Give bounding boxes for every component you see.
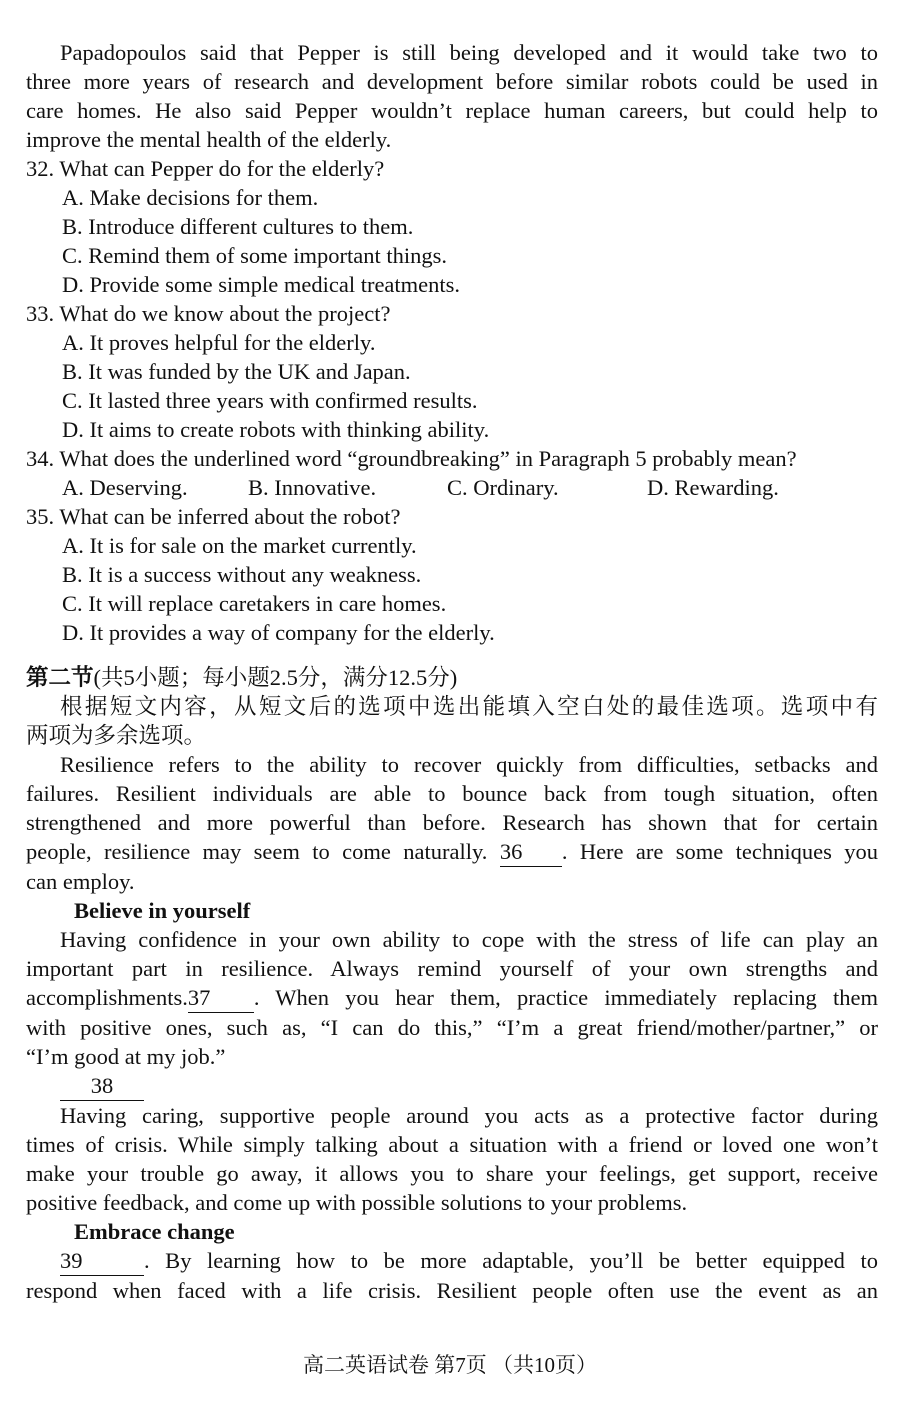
text-segment: accomplishments.: [26, 985, 188, 1010]
option-a: A. Deserving.: [62, 475, 188, 500]
option-a: A. It proves helpful for the elderly.: [62, 330, 376, 355]
blank-37: 37: [188, 983, 254, 1013]
option-a: A. It is for sale on the market currently.: [62, 533, 417, 558]
paragraph-line: improve the mental health of the elderly.: [26, 127, 392, 152]
paragraph-line: care homes. He also said Pepper wouldn’t replace human careers, but could help to: [26, 98, 878, 123]
section-title-label: 第二节: [26, 665, 94, 690]
heading-embrace-change: Embrace change: [74, 1219, 235, 1244]
paragraph-line: three more years of research and development before similar robots could be used in: [26, 69, 878, 94]
option-c: C. Ordinary.: [447, 475, 559, 500]
blank-38: 38: [60, 1071, 144, 1101]
section-instruction: 根据短文内容，从短文后的选项中选出能填入空白处的最佳选项。选项中有: [60, 694, 878, 719]
option-d: D. Rewarding.: [647, 475, 779, 500]
paragraph-line: can employ.: [26, 869, 135, 894]
text-segment: . When you hear them, practice immediately replacing them: [253, 985, 878, 1010]
heading-believe-in-yourself: Believe in yourself: [74, 898, 251, 923]
paragraph-line: Having confidence in your own ability to cope with the stress of life can play an: [60, 927, 878, 952]
paragraph-line: positive feedback, and come up with possible solutions to your problems.: [26, 1190, 688, 1215]
section-title-note: (共5小题；每小题2.5分，满分12.5分): [93, 665, 458, 690]
passage-paragraph-4: [26, 1246, 878, 1305]
option-b: B. It was funded by the UK and Japan.: [62, 359, 411, 384]
question-33: [26, 299, 878, 444]
page-content: [26, 38, 878, 1305]
question-stem: 33. What do we know about the project?: [26, 301, 391, 326]
text-segment: people, resilience may seem to come naturally.: [26, 839, 488, 864]
paragraph-line: [26, 1246, 878, 1276]
paragraph-line: important part in resilience. Always remind yourself of your own strengths and: [26, 956, 878, 981]
blank-39: 39: [60, 1246, 144, 1276]
option-c: C. Remind them of some important things.: [62, 243, 447, 268]
question-stem: 34. What does the underlined word “groundbreaking” in Paragraph 5 probably mean?: [26, 446, 797, 471]
question-stem: 35. What can be inferred about the robot?: [26, 504, 401, 529]
paragraph-line: times of crisis. While simply talking about a situation with a friend or loved one won’t: [26, 1132, 878, 1157]
paragraph-line: with positive ones, such as, “I can do this,” “I’m a great friend/mother/partner,” or: [26, 1015, 878, 1040]
option-d: D. It aims to create robots with thinking ability.: [62, 417, 490, 442]
paragraph-line: [26, 837, 878, 867]
question-35: [26, 502, 878, 647]
paragraph-line: Papadopoulos said that Pepper is still being developed and it would take two to: [60, 40, 878, 65]
question-32: [26, 154, 878, 299]
passage-paragraph-2: [26, 925, 878, 1071]
option-b: B. It is a success without any weakness.: [62, 562, 422, 587]
option-a: A. Make decisions for them.: [62, 185, 319, 210]
paragraph-line: failures. Resilient individuals are able to bounce back from tough situation, often: [26, 781, 878, 806]
paragraph-line: strengthened and more powerful than before. Research has shown that for certain: [26, 810, 878, 835]
blank-36: 36: [500, 837, 562, 867]
options-row: [26, 473, 878, 502]
page-footer: 高二英语试卷 第7页 （共10页）: [303, 1353, 597, 1377]
paragraph-line: respond when faced with a life crisis. Resilient people often use the event as an: [26, 1278, 878, 1303]
section-title: [26, 663, 878, 692]
question-34: [26, 444, 878, 502]
paragraph-line: Having caring, supportive people around you acts as a protective factor during: [60, 1103, 878, 1128]
text-segment: . Here are some techniques you: [561, 839, 878, 864]
passage-paragraph-1: [26, 750, 878, 896]
option-b: B. Innovative.: [248, 475, 377, 500]
paragraph-line: make your trouble go away, it allows you to share your feelings, get support, receive: [26, 1161, 878, 1186]
option-c: C. It lasted three years with confirmed results.: [62, 388, 478, 413]
option-d: D. It provides a way of company for the elderly.: [62, 620, 495, 645]
passage-paragraph-3: [26, 1101, 878, 1217]
option-d: D. Provide some simple medical treatments.: [62, 272, 461, 297]
option-b: B. Introduce different cultures to them.: [62, 214, 414, 239]
top-paragraph: [26, 38, 878, 154]
section-instruction: 两项为多余选项。: [26, 723, 207, 748]
heading-blank-38-line: [26, 1071, 878, 1101]
text-segment: . By learning how to be more adaptable, you’ll be better equipped to: [144, 1248, 878, 1273]
paragraph-line: Resilience refers to the ability to recover quickly from difficulties, setbacks and: [60, 752, 878, 777]
option-c: C. It will replace caretakers in care homes.: [62, 591, 447, 616]
question-stem: 32. What can Pepper do for the elderly?: [26, 156, 385, 181]
paragraph-line: “I’m good at my job.”: [26, 1044, 226, 1069]
paragraph-line: [26, 983, 878, 1013]
